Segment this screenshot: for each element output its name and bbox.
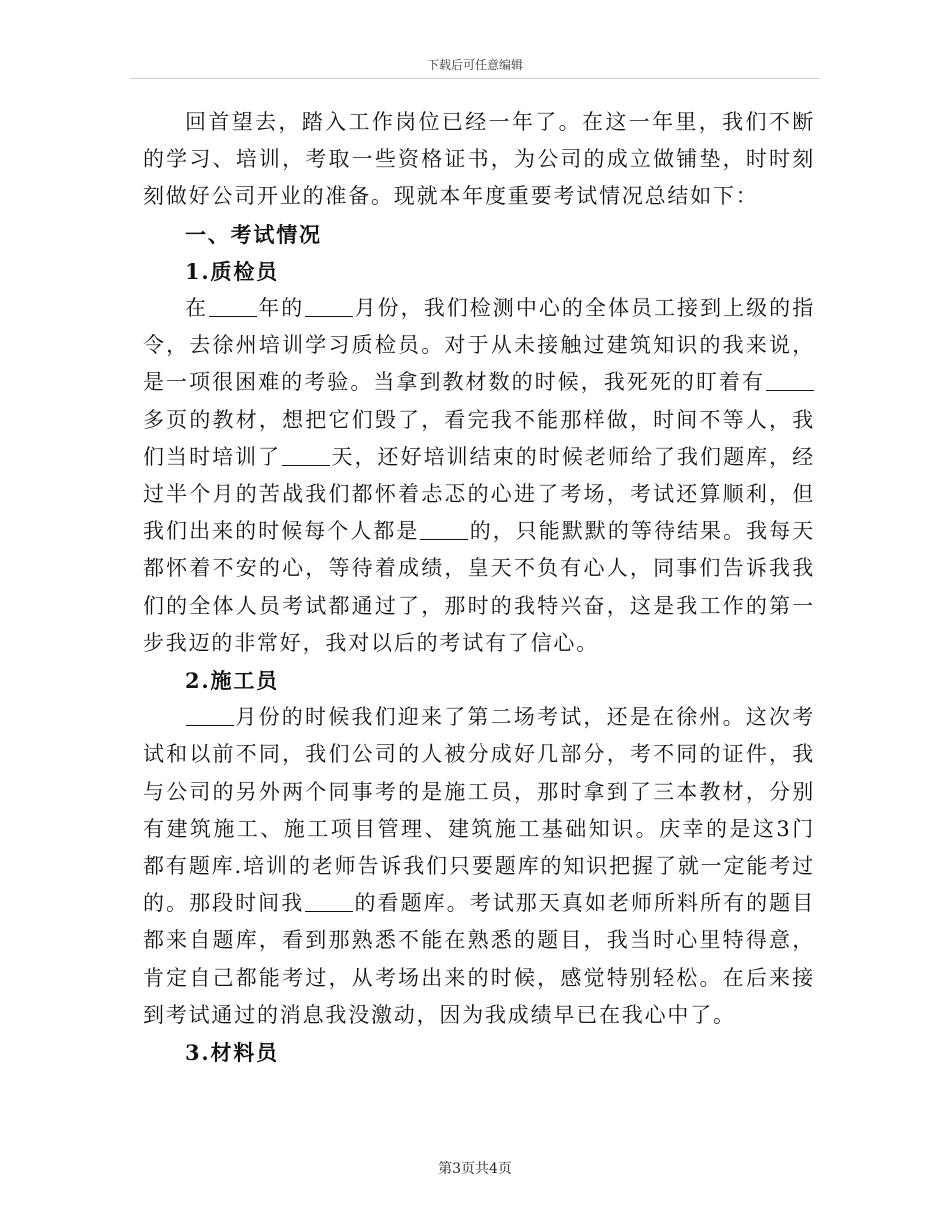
paragraph-quality-inspector <box>143 290 815 662</box>
text-run: 年的 <box>258 296 305 321</box>
header-divider <box>130 78 820 79</box>
fill-blank <box>282 444 330 466</box>
intro-paragraph: 回首望去，踏入工作岗位已经一年了。在这一年里，我们不断的学习、培训，考取一些资格证书，为公司的成立做铺垫，时时刻刻做好公司开业的准备。现就本年度重要考试情况总结如下： <box>143 110 815 209</box>
section-heading-exam: 一、考试情况 <box>185 221 322 247</box>
page-footer: 第3页共4页 <box>438 1161 512 1177</box>
text-run: 在 <box>185 296 209 321</box>
fill-blank <box>766 369 814 391</box>
paragraph-construction-worker <box>143 699 815 1034</box>
fill-blank <box>305 295 353 317</box>
fill-blank <box>209 295 257 317</box>
fill-blank <box>186 704 234 726</box>
document-body <box>143 104 815 1071</box>
text-run: 月份的时候我们迎来了第二场考试，还是在徐州。这次考试和以前不同，我们公司的人被分成好几部分，考不同的证件，我与公司的另外两个同事考的是施工员，那时拿到了三本教材，分别有建筑施工、施工项目管理、建筑施工基础知识。庆幸的是这3门都有题库.培训的老师告诉我们只要题库的知识把握了就一定能考过的。那段时间我 <box>143 705 815 916</box>
text-run: 的看题库。考试那天真如老师所料所有的题目都来自题库，看到那熟悉不能在熟悉的题目，我当时心里特得意，肯定自己都能考过，从考场出来的时候，感觉特别轻松。在后来接到考试通过的消息我没激动，因为我成绩早已在我心中了。 <box>143 891 815 1027</box>
text-run: 多页的教材，想把它们毁了，看完我不能那样做，时间不等人，我们当时培训了 <box>143 407 815 469</box>
fill-blank <box>305 890 353 912</box>
text-run: 月份，我们检测中心的全体员工接到上级的指令，去徐州培训学习质检员。对于从未接触过建筑知识的我来说，是一项很困难的考验。当拿到教材数的时候，我死死的盯着有 <box>143 296 816 395</box>
fill-blank <box>420 518 468 540</box>
text-run: 天，还好培训结束的时候老师给了我们题库，经过半个月的苦战我们都怀着忐忑的心进了考场，考试还算顺利，但我们出来的时候每个人都是 <box>143 444 815 544</box>
subheading-material-clerk: 3.材料员 <box>185 1040 279 1066</box>
page-header: 下载后可任意编辑 <box>426 58 523 72</box>
text-run: 的，只能默默的等待结果。我每天都怀着不安的心，等待着成绩，皇天不负有心人，同事们告诉我我们的全体人员考试都通过了，那时的我特兴奋，这是我工作的第一步我迈的非常好，我对以后的考试有了信心。 <box>143 519 816 655</box>
subheading-construction-worker: 2.施工员 <box>185 668 279 694</box>
subheading-quality-inspector: 1.质检员 <box>185 258 279 284</box>
